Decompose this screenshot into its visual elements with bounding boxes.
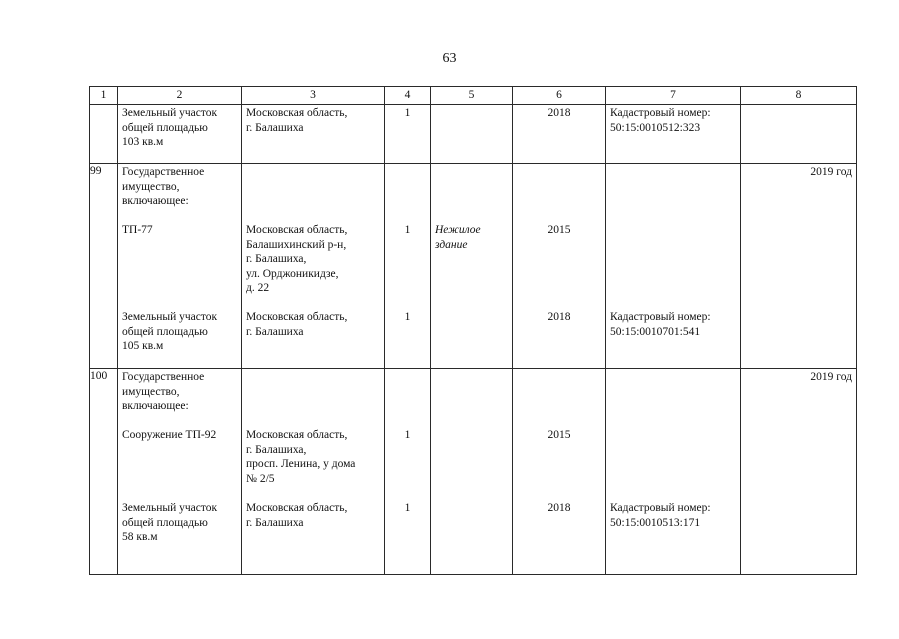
address-cell — [242, 164, 385, 369]
object-name-line: общей площадью — [122, 516, 208, 529]
object-name-line: Земельный участок — [122, 311, 218, 323]
row-number-value: 99 — [90, 165, 102, 177]
year-cell — [513, 105, 606, 164]
group-header-line: Государственное — [122, 371, 205, 383]
object-name-cell — [118, 164, 242, 369]
note-line: 50:15:0010512:323 — [610, 121, 701, 134]
type-line: здание — [435, 238, 468, 251]
type-cell — [431, 164, 513, 369]
note-line: Кадастровый номер: — [610, 502, 711, 514]
col-header-1: 1 — [90, 87, 118, 105]
col-header-4: 4 — [385, 87, 431, 105]
col-header-6: 6 — [513, 87, 606, 105]
year-value: 2015 — [547, 224, 571, 236]
quantity-value: 1 — [404, 224, 411, 236]
note-line: Кадастровый номер: — [610, 107, 711, 119]
address-line: г. Балашиха — [246, 325, 304, 338]
col-header-3: 3 — [242, 87, 385, 105]
type-line: Нежилое — [435, 224, 481, 236]
object-name-line: общей площадью — [122, 121, 208, 134]
address-line: Московская область, — [246, 502, 348, 514]
quantity-cell — [385, 164, 431, 369]
note-cell — [606, 369, 741, 575]
object-name-line: 58 кв.м — [122, 531, 158, 543]
address-line: просп. Ленина, у дома — [246, 458, 356, 470]
property-table — [89, 86, 857, 575]
group-header-line: Государственное — [122, 166, 205, 178]
year-value: 2018 — [547, 107, 571, 119]
address-cell — [242, 369, 385, 575]
address-line: Московская область, — [246, 224, 348, 236]
group-header-line: включающее: — [122, 400, 189, 412]
object-name-line: Сооружение ТП-92 — [122, 429, 217, 441]
note-cell — [606, 164, 741, 369]
note-line: 50:15:0010701:541 — [610, 325, 701, 338]
address-line: Московская область, — [246, 107, 348, 119]
note-line: 50:15:0010513:171 — [610, 516, 701, 529]
page-number: 63 — [442, 51, 457, 66]
note-line: Кадастровый номер: — [610, 311, 711, 323]
table-row — [90, 164, 857, 369]
address-line: Московская область, — [246, 429, 348, 441]
address-line: д. 22 — [246, 282, 270, 294]
address-line: № 2/5 — [246, 472, 275, 485]
object-name-cell — [118, 369, 242, 575]
quantity-cell — [385, 369, 431, 575]
period-value: 2019 год — [810, 371, 852, 383]
quantity-value: 1 — [404, 311, 411, 323]
row-number-value: 100 — [90, 370, 108, 382]
address-line: г. Балашиха — [246, 516, 304, 529]
period-cell — [741, 369, 857, 575]
year-value: 2018 — [547, 311, 571, 323]
quantity-cell — [385, 105, 431, 164]
address-line: Московская область, — [246, 311, 348, 323]
address-line: г. Балашиха — [246, 121, 304, 134]
type-cell — [431, 369, 513, 575]
group-header-line: имущество, — [122, 180, 180, 193]
table-row — [90, 369, 857, 575]
col-header-2: 2 — [118, 87, 242, 105]
table-row — [90, 105, 857, 164]
object-name-cell — [118, 105, 242, 164]
quantity-value: 1 — [404, 429, 411, 441]
year-cell — [513, 164, 606, 369]
type-cell — [431, 105, 513, 164]
row-number — [90, 105, 118, 164]
quantity-value: 1 — [404, 502, 411, 514]
period-cell — [741, 164, 857, 369]
address-line: Балашихинский р-н, — [246, 238, 347, 251]
object-name-line: общей площадью — [122, 325, 208, 338]
row-number — [90, 369, 118, 575]
year-value: 2015 — [547, 429, 571, 441]
object-name-line: 103 кв.м — [122, 136, 164, 148]
group-header-line: имущество, — [122, 385, 180, 398]
group-header-line: включающее: — [122, 195, 189, 207]
object-name-line: 105 кв.м — [122, 340, 164, 352]
period-cell — [741, 105, 857, 164]
address-line: г. Балашиха, — [246, 443, 307, 456]
col-header-7: 7 — [606, 87, 741, 105]
object-name-line: Земельный участок — [122, 502, 218, 514]
year-value: 2018 — [547, 502, 571, 514]
object-name-line: Земельный участок — [122, 107, 218, 119]
col-header-5: 5 — [431, 87, 513, 105]
address-line: ул. Орджоникидзе, — [246, 267, 339, 280]
address-cell — [242, 105, 385, 164]
col-header-8: 8 — [741, 87, 857, 105]
address-line: г. Балашиха, — [246, 253, 307, 265]
year-cell — [513, 369, 606, 575]
quantity-value: 1 — [404, 107, 411, 119]
object-name-line: ТП-77 — [122, 224, 153, 236]
note-cell — [606, 105, 741, 164]
period-value: 2019 год — [810, 166, 852, 178]
header-row — [90, 87, 857, 105]
row-number — [90, 164, 118, 369]
